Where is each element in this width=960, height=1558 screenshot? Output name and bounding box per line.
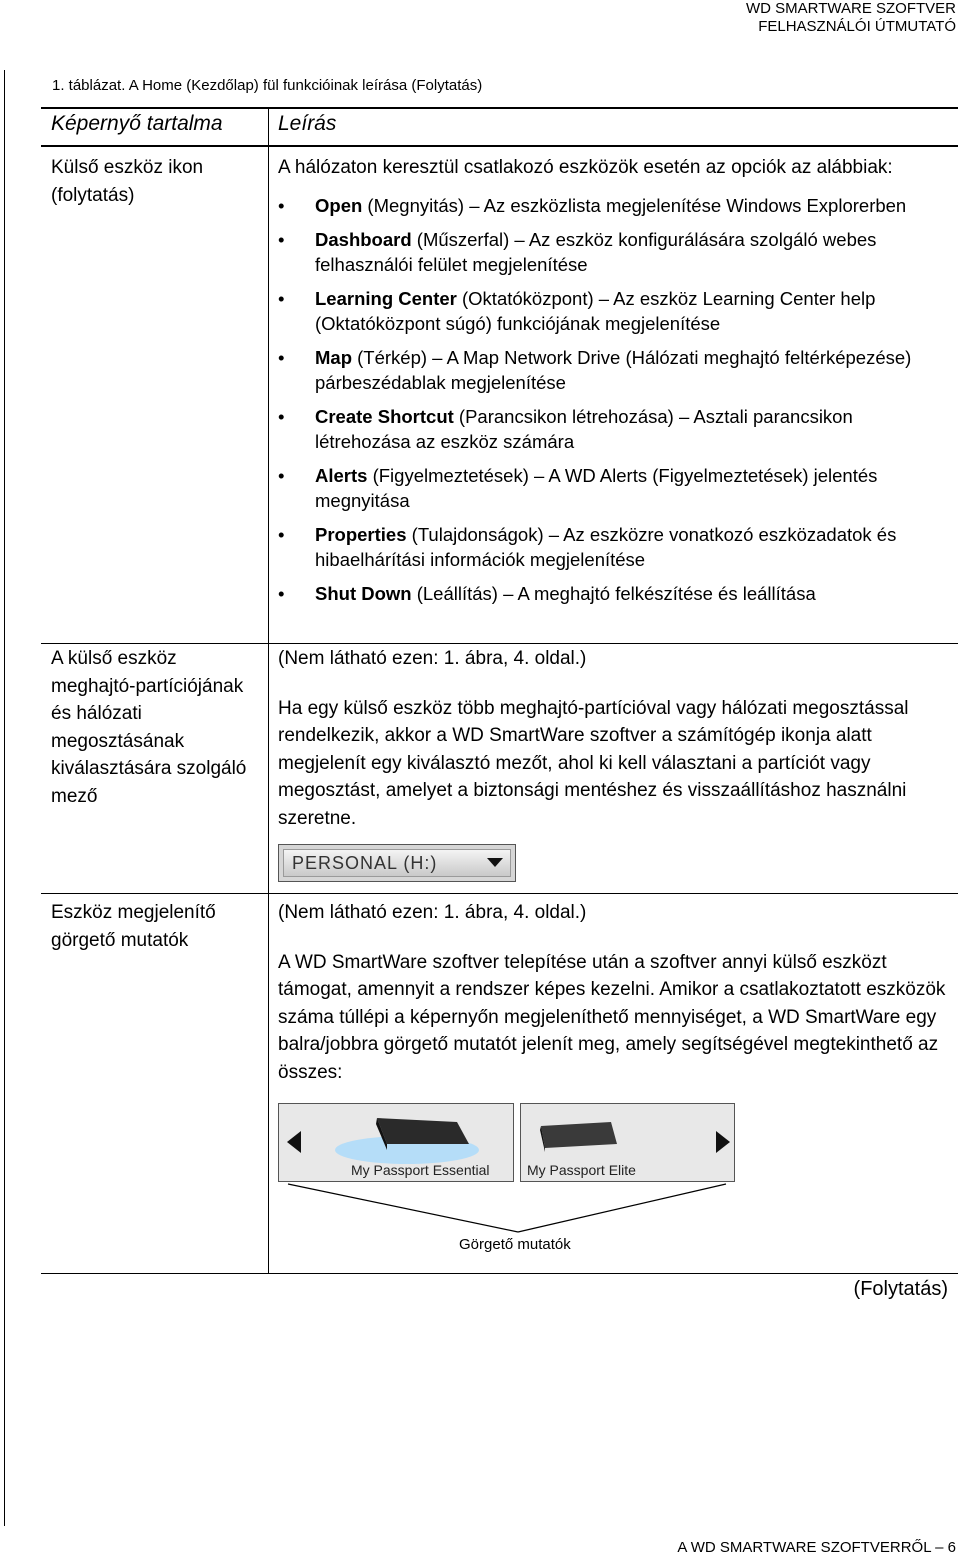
device-label-1: My Passport Essential — [351, 1162, 490, 1178]
device-panel-left — [278, 1103, 514, 1182]
table-bottom-rule — [41, 1273, 958, 1274]
option-name: Dashboard — [315, 228, 412, 250]
bullet-icon: • — [278, 523, 285, 545]
row1-label: Külső eszköz ikon (folytatás) — [51, 157, 204, 206]
option-item — [278, 227, 953, 277]
device-panel-right — [520, 1103, 735, 1182]
option-name: Learning Center — [315, 287, 457, 309]
row3-note: (Nem látható ezen: 1. ábra, 4. oldal.) — [278, 902, 587, 923]
option-name: Alerts — [315, 464, 368, 486]
column-header-screen-content: Képernyő tartalma — [51, 112, 223, 135]
continued-label: (Folytatás) — [853, 1278, 948, 1300]
bullet-icon: • — [278, 464, 285, 486]
chevron-down-icon — [487, 858, 503, 867]
row-divider — [41, 893, 958, 894]
partition-select[interactable] — [278, 844, 516, 882]
option-item — [278, 193, 953, 218]
option-description: (Műszerfal) – Az eszköz konfigurálására szolgáló webes felhasználói felület megjelenítése — [315, 228, 877, 275]
row3-text: A WD SmartWare szoftver telepítése után a szoftver annyi külső eszközt támogat, amennyit a rendszer képes kezelni. Amikor a csatlakoztatott eszközök száma túllépi a képernyőn megjeleníthető mennyiséget, a WD SmartWare egy balra/jobbra görgető mutatót jelenít meg, amely segítségével megtekinthető az összes: — [278, 951, 946, 1083]
drive-essential-icon — [377, 1118, 469, 1144]
scroll-left-arrow-icon[interactable] — [287, 1131, 301, 1153]
option-item — [278, 522, 953, 572]
callout-line-left — [288, 1184, 518, 1232]
row2-note: (Nem látható ezen: 1. ábra, 4. oldal.) — [278, 648, 587, 669]
option-description: (Térkép) – A Map Network Drive (Hálózati meghajtó feltérképezése) párbeszédablak megjelenítése — [315, 346, 912, 393]
table-caption: 1. táblázat. A Home (Kezdőlap) fül funkcióinak leírása (Folytatás) — [52, 77, 483, 94]
bullet-icon: • — [278, 228, 285, 250]
option-item — [278, 581, 953, 606]
row2-text: Ha egy külső eszköz több meghajtó-partícióval vagy hálózati megosztással rendelkezik, akkor a WD SmartWare szoftver a számítógép ikonja alatt megjelenít egy kiválasztó mezőt, ahol ki kell választani a partíciót vagy megosztást, amelyet a biztonsági mentéshez és visszaállításhoz használni szeretne. — [278, 697, 909, 829]
table-top-rule — [41, 107, 958, 109]
option-description: (Megnyitás) – Az eszközlista megjelenítése Windows Explorerben — [362, 194, 907, 216]
device-label-2: My Passport Elite — [527, 1162, 636, 1178]
option-name: Open — [315, 194, 363, 216]
option-description: (Oktatóközpont) – Az eszköz Learning Center help (Oktatóközpont súgó) funkciójának megjelenítése — [315, 287, 876, 334]
option-item — [278, 463, 953, 513]
bullet-icon: • — [278, 582, 285, 604]
option-item — [278, 345, 953, 395]
option-description: (Figyelmeztetések) – A WD Alerts (Figyelmeztetések) jelentés megnyitása — [315, 464, 878, 511]
column-divider — [268, 107, 269, 1274]
header-line2: FELHASZNÁLÓI ÚTMUTATÓ — [758, 18, 956, 35]
row3-label: Eszköz megjelenítő görgető mutatók — [51, 902, 216, 951]
bullet-icon: • — [278, 287, 285, 309]
option-name: Properties — [315, 523, 407, 545]
header-line1: WD SMARTWARE SZOFTVER — [746, 0, 956, 17]
row3-description — [278, 899, 953, 1086]
options-list — [278, 193, 953, 606]
option-description: (Leállítás) – A meghajtó felkészítése és leállítása — [411, 582, 816, 604]
bullet-icon: • — [278, 405, 285, 427]
page-header — [746, 0, 956, 36]
option-description: (Parancsikon létrehozása) – Asztali parancsikon létrehozása az eszköz számára — [315, 405, 853, 452]
option-name: Shut Down — [315, 582, 412, 604]
page-footer: A WD SMARTWARE SZOFTVERRŐL – 6 — [677, 1539, 956, 1556]
drive-elite-icon — [541, 1122, 617, 1148]
partition-select-value: PERSONAL (H:) — [283, 849, 511, 877]
row1-description — [278, 154, 953, 615]
row2-description — [278, 645, 953, 832]
option-name: Create Shortcut — [315, 405, 454, 427]
column-header-description: Leírás — [278, 112, 337, 135]
header-bottom-rule — [41, 145, 958, 147]
left-margin-rule — [4, 70, 5, 1526]
row1-intro: A hálózaton keresztül csatlakozó eszközök esetén az opciók az alábbiak: — [278, 157, 893, 178]
callout-line-right — [518, 1184, 726, 1232]
option-item — [278, 286, 953, 336]
bullet-icon: • — [278, 194, 285, 216]
bullet-icon: • — [278, 346, 285, 368]
scroll-right-arrow-icon[interactable] — [716, 1131, 730, 1153]
row-divider — [41, 643, 958, 644]
option-item — [278, 404, 953, 454]
scroll-indicator-caption: Görgető mutatók — [459, 1236, 571, 1253]
callout-lines — [278, 1182, 738, 1238]
option-name: Map — [315, 346, 352, 368]
option-description: (Tulajdonságok) – Az eszközre vonatkozó eszközadatok és hibaelhárítási információk megjelenítése — [315, 523, 897, 570]
row2-label: A külső eszköz meghajtó-partíciójának és hálózati megosztásának kiválasztására szolgáló mező — [51, 648, 247, 807]
